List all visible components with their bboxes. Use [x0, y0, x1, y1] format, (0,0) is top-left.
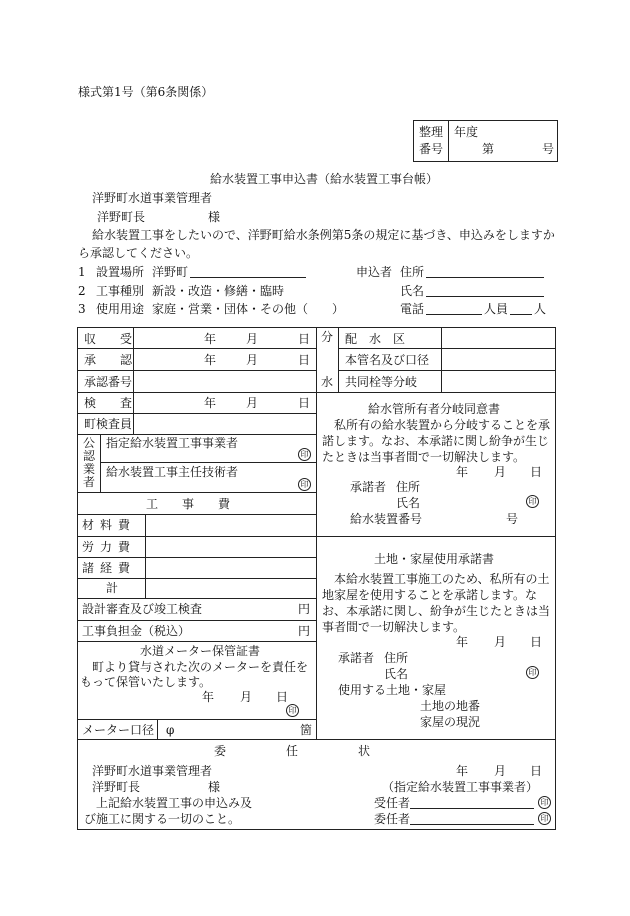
ininsha-label: 委任者	[374, 812, 411, 826]
item3-num: 3	[78, 302, 86, 316]
meter-text1: 町より貸与された次のメーターを責任を	[92, 660, 309, 674]
tochi-address: 住所	[384, 651, 409, 665]
meter-month: 月	[240, 690, 253, 704]
kensa-label: 検 査	[84, 396, 133, 410]
applicant-address-line	[426, 265, 544, 278]
intro-line1: 給水装置工事をしたいので、洋野町給水条例第5条の規定に基づき、申込みをしますか	[92, 228, 555, 242]
item1-value: 洋野町	[152, 265, 189, 279]
ininsha-seal: 印	[538, 812, 551, 825]
dai-label: 第	[482, 142, 495, 156]
uketsuke-day: 日	[298, 332, 311, 346]
item2-num: 2	[78, 284, 86, 298]
addressee-line2: 洋野町長	[97, 210, 146, 224]
bangou-label: 番号	[419, 142, 444, 156]
juninsha-line	[410, 796, 534, 809]
addressee-line1: 洋野町水道事業管理者	[92, 191, 213, 205]
shounin-day: 日	[298, 353, 311, 367]
doui-text1: 私所有の給水装置から分岐することを承	[334, 418, 551, 432]
shounin-label: 承 認	[84, 353, 133, 367]
applicant-persons-unit: 人	[534, 302, 547, 316]
applicant-name-line	[426, 284, 544, 297]
meter-text2: もって保管いたします。	[80, 675, 212, 689]
uketsuke-year: 年	[204, 332, 217, 346]
addressee-sama: 様	[208, 210, 221, 224]
doui-month: 月	[494, 465, 507, 479]
uketsuke-label: 収 受	[84, 332, 133, 346]
inin-line1: 洋野町水道事業管理者	[92, 764, 213, 778]
juninsha-label: 受任者	[374, 796, 411, 810]
meter-seal: 印	[286, 704, 299, 717]
inin-month: 月	[494, 764, 507, 778]
tochi-shiyou: 使用する土地・家屋	[338, 683, 447, 697]
engineer-seal: 印	[298, 478, 311, 491]
meter-year: 年	[202, 690, 215, 704]
kouji-hi-header: 工 事 費	[146, 497, 231, 511]
tochi-text1: 本給水装置工事施工のため、私所有の土	[334, 572, 550, 586]
contractor-seal: 印	[298, 448, 311, 461]
tochi-text4: 事者間で一切解決します。	[322, 620, 466, 634]
shokeihi-label: 諸経費	[82, 561, 137, 575]
seiri-box	[413, 120, 558, 162]
tochi-text3: お、本承諾に関し、紛争が生じたときは当	[322, 604, 551, 618]
kounin-char-4: 者	[83, 475, 96, 489]
meter-day: 日	[276, 690, 289, 704]
doui-shoudakusha: 承諾者	[350, 480, 387, 494]
kensa-month: 月	[246, 396, 259, 410]
doui-text3: たときは当事者間で一切解決します。	[322, 450, 526, 464]
doui-name: 氏名	[396, 496, 421, 510]
kensa-year: 年	[204, 396, 217, 410]
inin-text1: 上記給水装置工事の申込み及	[96, 796, 253, 810]
applicant-address-label: 住所	[400, 265, 425, 279]
kounin-char-3: 業	[83, 462, 96, 476]
item3-label: 使用用途	[96, 302, 145, 316]
tochi-chiban: 土地の地番	[420, 699, 481, 713]
applicant-name-label: 氏名	[400, 284, 425, 298]
gou-label: 号	[542, 142, 555, 156]
item1-num: 1	[78, 265, 86, 279]
kyusui-no-label: 給水装置番号	[350, 512, 423, 526]
futankin-yen: 円	[298, 624, 311, 638]
sekkei-yen: 円	[298, 602, 311, 616]
zairyo-label: 材料費	[82, 518, 137, 532]
applicant-persons-label: 人員	[484, 302, 509, 316]
designated-contractor-label: 指定給水装置工事事業者	[106, 436, 239, 450]
inin-contractor: （指定給水装置工事事業者）	[382, 780, 539, 794]
item2-value: 新設・改造・修繕・臨時	[152, 284, 285, 298]
phi-symbol: φ	[166, 723, 175, 737]
item2-label: 工事種別	[96, 284, 145, 298]
doui-day: 日	[530, 465, 543, 479]
tochi-seal: 印	[526, 666, 539, 679]
tochi-text2: 地家屋を使用することを承諾します。な	[322, 588, 538, 602]
roumu-label: 労力費	[82, 540, 137, 554]
ko-unit: 箇	[300, 723, 313, 737]
honkan-label: 本管名及び口径	[345, 353, 430, 367]
doui-year: 年	[456, 465, 469, 479]
inin-year: 年	[456, 764, 469, 778]
tochi-day: 日	[530, 635, 543, 649]
chief-engineer-label: 給水装置工事主任技術者	[106, 465, 239, 479]
sekkei-label: 設計審査及び竣工検査	[82, 602, 203, 616]
applicant-phone-label: 電話	[400, 302, 425, 316]
kounin-char-1: 公	[83, 436, 96, 450]
inin-line2: 洋野町長	[92, 780, 141, 794]
kounin-char-2: 認	[83, 449, 96, 463]
applicant-label: 申込者	[356, 265, 393, 279]
tochi-name: 氏名	[384, 667, 409, 681]
futankin-label: 工事負担金（税込）	[82, 624, 191, 638]
shounin-month: 月	[246, 353, 259, 367]
doui-seal: 印	[526, 495, 539, 508]
nendo-label: 年度	[454, 125, 479, 139]
seiri-label: 整理	[419, 125, 444, 139]
tochi-title: 土地・家屋使用承諾書	[374, 552, 495, 566]
bunsui-char-2: 水	[321, 375, 334, 389]
meter-title: 水道メーター保管証書	[140, 644, 261, 658]
tochi-genkyou: 家屋の現況	[420, 715, 481, 729]
kei-label: 計	[106, 581, 119, 595]
applicant-persons-line	[510, 302, 532, 315]
kyodo-label: 共同栓等分岐	[345, 375, 418, 389]
bunsui-char-1: 分	[321, 330, 334, 344]
doui-text2: 諾します。なお、本承諾に関し紛争が生じ	[322, 434, 550, 448]
ininsha-line	[410, 812, 534, 825]
applicant-phone-line	[426, 302, 482, 315]
page-title: 給水装置工事申込書（給水装置工事台帳）	[210, 172, 439, 186]
intro-line2: ら承認してください。	[78, 246, 199, 260]
tochi-year: 年	[456, 635, 469, 649]
item1-label: 設置場所	[96, 265, 145, 279]
inin-text2: び施工に関する一切のこと。	[84, 812, 241, 826]
uketsuke-month: 月	[246, 332, 259, 346]
item1-underline	[190, 265, 306, 278]
shounin-no-label: 承認番号	[84, 375, 133, 389]
kensa-sha-label: 町検査員	[84, 417, 133, 431]
kyusui-no-gou: 号	[506, 512, 519, 526]
haisui-label: 配 水 区	[345, 332, 406, 346]
inin-title: 委 任 状	[214, 744, 371, 758]
inin-sama: 様	[208, 780, 221, 794]
doui-address: 住所	[396, 480, 421, 494]
doui-title: 給水管所有者分岐同意書	[368, 402, 501, 416]
form-number: 様式第1号（第6条関係）	[78, 85, 214, 99]
kensa-day: 日	[298, 396, 311, 410]
shounin-year: 年	[204, 353, 217, 367]
item3-value: 家庭・営業・団体・その他（ ）	[152, 302, 345, 316]
meter-caliber-label: メーター口径	[82, 723, 155, 737]
tochi-month: 月	[494, 635, 507, 649]
inin-day: 日	[530, 764, 543, 778]
tochi-shoudakusha: 承諾者	[338, 651, 375, 665]
juninsha-seal: 印	[538, 796, 551, 809]
